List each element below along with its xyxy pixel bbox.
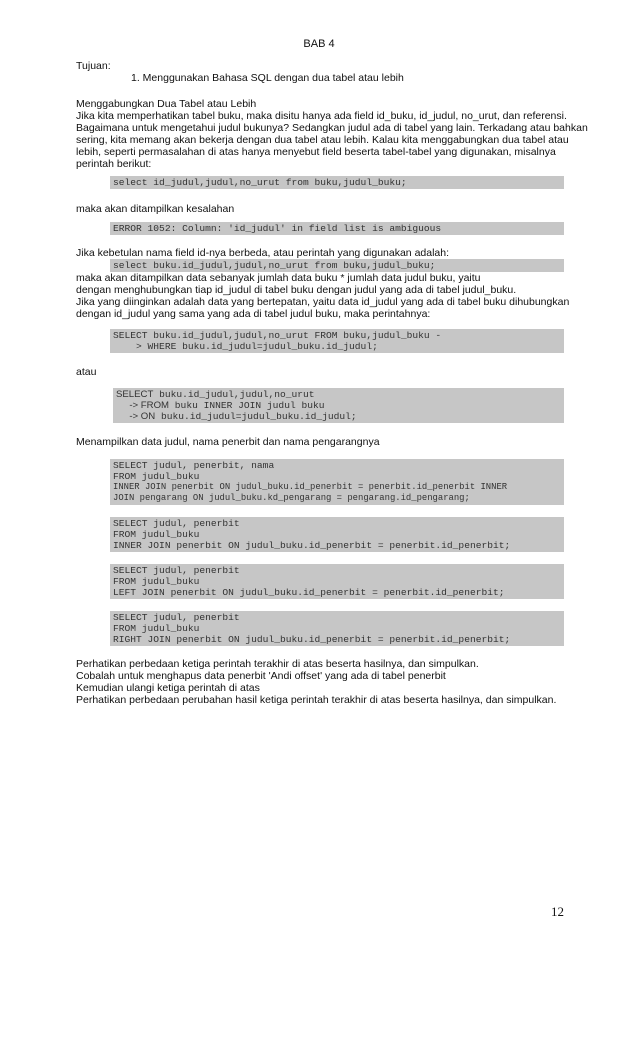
- code-block-select-qualified: [110, 259, 564, 272]
- code-line: FROM judul_buku: [113, 576, 200, 587]
- code-line: select id_judul,judul,no_urut from buku,judul_buku;: [113, 177, 407, 188]
- text-line: Kemudian ulangi ketiga perintah di atas: [76, 682, 260, 694]
- code-line: INNER JOIN penerbit ON judul_buku.id_penerbit = penerbit.id_penerbit;: [113, 540, 511, 551]
- text-line: Cobalah untuk menghapus data penerbit 'Andi offset' yang ada di tabel penerbit: [76, 670, 446, 682]
- paragraph-closing: [76, 658, 596, 706]
- text-line: Jika yang diinginkan adalah data yang bertepatan, yaitu data id_judul yang ada di tabel buku dihubungkan: [76, 296, 570, 308]
- code-line: FROM judul_buku: [113, 471, 200, 482]
- code-text: buku INNER JOIN judul buku: [169, 400, 325, 411]
- text-line: dengan id_judul yang sama yang ada di tabel judul buku, maka perintahnya:: [76, 308, 431, 320]
- code-block-inner-join: [113, 388, 564, 423]
- code-keyword: SELECT: [116, 389, 154, 400]
- code-keyword: -> ON: [116, 411, 156, 422]
- code-line: SELECT judul, penerbit: [113, 518, 240, 529]
- code-block-left-join: [110, 564, 564, 599]
- chapter-title: BAB 4: [303, 38, 335, 50]
- text-line: Perhatikan perbedaan ketiga perintah terakhir di atas beserta hasilnya, dan simpulkan.: [76, 658, 479, 670]
- code-line: > WHERE buku.id_judul=judul_buku.id_judul;: [113, 341, 378, 352]
- code-block-three-table-join: [110, 459, 564, 505]
- text-line: dengan menghubungkan tiap id_judul di tabel buku dengan judul yang ada di tabel judul_buku.: [76, 284, 517, 296]
- text-line: lebih, seperti permasalahan di atas hanya menyebut field beserta tabel-tabel yang digunakan, misalnya: [76, 146, 556, 158]
- code-block-inner-join-publisher: [110, 517, 564, 552]
- code-block-where-join: [110, 329, 564, 353]
- text-line: maka akan ditampilkan data sebanyak jumlah data buku * jumlah data judul buku, yaitu: [76, 272, 481, 284]
- code-line: select buku.id_judul,judul,no_urut from buku,judul_buku;: [113, 260, 436, 271]
- different-field-text: Jika kebetulan nama field id-nya berbeda, atau perintah yang digunakan adalah:: [76, 247, 450, 259]
- text-line: Jika kita memperhatikan tabel buku, maka disitu hanya ada field id_buku, id_judul, no_urut, dan referensi.: [76, 110, 567, 122]
- objective-label: Tujuan:: [76, 60, 111, 72]
- code-line: ERROR 1052: Column: 'id_judul' in field list is ambiguous: [113, 223, 442, 234]
- or-text: atau: [76, 366, 97, 378]
- text-line: perintah berikut:: [76, 158, 152, 170]
- code-line: SELECT judul, penerbit, nama: [113, 460, 275, 471]
- code-line: [116, 411, 561, 422]
- code-block-error: [110, 222, 564, 235]
- section-heading-join: Menggabungkan Dua Tabel atau Lebih: [76, 98, 257, 110]
- code-block-select-ambiguous: [110, 176, 564, 189]
- code-line: JOIN pengarang ON judul_buku.kd_pengarang = pengarang.id_pengarang;: [113, 493, 470, 503]
- code-line: SELECT judul, penerbit: [113, 565, 240, 576]
- page-number: 12: [551, 904, 564, 919]
- error-intro-text: maka akan ditampilkan kesalahan: [76, 203, 235, 215]
- code-line: [116, 389, 561, 400]
- code-line: SELECT buku.id_judul,judul,no_urut FROM buku,judul_buku -: [113, 330, 442, 341]
- code-line: FROM judul_buku: [113, 623, 200, 634]
- code-line: RIGHT JOIN penerbit ON judul_buku.id_penerbit = penerbit.id_penerbit;: [113, 634, 511, 645]
- code-block-right-join: [110, 611, 564, 646]
- code-line: INNER JOIN penerbit ON judul_buku.id_penerbit = penerbit.id_penerbit INNER: [113, 482, 508, 492]
- text-line: Perhatikan perbedaan perubahan hasil ketiga perintah terakhir di atas beserta hasilnya, dan simpulkan.: [76, 694, 557, 706]
- code-text: buku.id_judul=judul_buku.id_judul;: [155, 411, 357, 422]
- code-line: [116, 400, 561, 411]
- code-line: LEFT JOIN penerbit ON judul_buku.id_penerbit = penerbit.id_penerbit;: [113, 587, 505, 598]
- code-keyword: -> FROM: [116, 400, 170, 411]
- objective-item: 1. Menggunakan Bahasa SQL dengan dua tabel atau lebih: [131, 72, 404, 84]
- text-line: sering, kita memang akan bekerja dengan dua tabel atau lebih. Kalau kita menggabungkan dua tabel atau: [76, 134, 569, 146]
- code-line: SELECT judul, penerbit: [113, 612, 240, 623]
- text-line: Bagaimana untuk mengetahui judul bukunya? Sedangkan judul ada di tabel yang lain. Terkadang atau bahkan: [76, 122, 588, 134]
- paragraph-result: [76, 272, 596, 320]
- code-text: buku.id_judul,judul,no_urut: [153, 389, 315, 400]
- code-line: FROM judul_buku: [113, 529, 200, 540]
- section-heading-publisher: Menampilkan data judul, nama penerbit dan nama pengarangnya: [76, 436, 380, 448]
- paragraph-intro: [76, 110, 596, 170]
